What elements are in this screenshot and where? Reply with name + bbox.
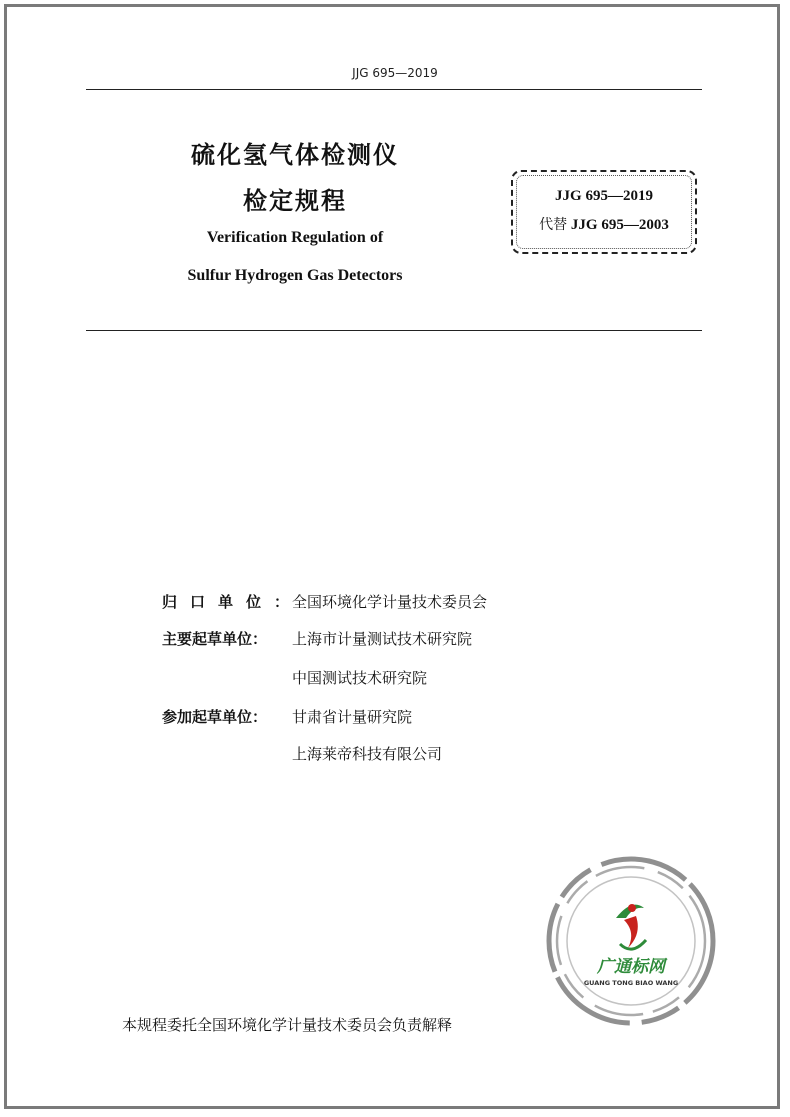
top-rule xyxy=(86,89,702,90)
standard-number: JJG 695—2019 xyxy=(555,188,653,204)
watermark-seal-graphic xyxy=(540,848,722,1030)
watermark-seal xyxy=(540,848,722,1030)
bottom-rule xyxy=(86,330,702,331)
replaces-number: JJG 695—2003 xyxy=(570,217,669,233)
main-drafting-unit-2: 中国测试技术研究院 xyxy=(292,669,428,687)
centralized-unit-label: 归口单位： xyxy=(162,593,303,611)
replaces-line xyxy=(513,214,695,234)
watermark-name-en: GUANG TONG BIAO WANG xyxy=(583,979,679,987)
footer-note: 本规程委托全国环境化学计量技术委员会负责解释 xyxy=(122,1016,453,1034)
title-zh-line2: 检定规程 xyxy=(243,187,347,215)
replaces-prefix: 代替 xyxy=(539,217,568,233)
title-zh-line1: 硫化氢气体检测仪 xyxy=(191,141,399,169)
participating-unit-2: 上海莱帝科技有限公司 xyxy=(292,745,443,763)
standard-number-box xyxy=(511,170,697,254)
title-en-line2: Sulfur Hydrogen Gas Detectors xyxy=(187,267,403,284)
main-drafting-unit-1: 上海市计量测试技术研究院 xyxy=(292,630,473,648)
watermark-name-zh: 广通标网 xyxy=(597,957,665,977)
participating-unit-label: 参加起草单位： xyxy=(162,708,268,726)
participating-unit-1: 甘肃省计量研究院 xyxy=(292,708,413,726)
title-en-line1: Verification Regulation of xyxy=(206,229,384,246)
header-standard-code: JJG 695—2019 xyxy=(352,66,438,80)
main-drafting-unit-label: 主要起草单位： xyxy=(162,630,268,648)
centralized-unit-value: 全国环境化学计量技术委员会 xyxy=(292,593,488,611)
